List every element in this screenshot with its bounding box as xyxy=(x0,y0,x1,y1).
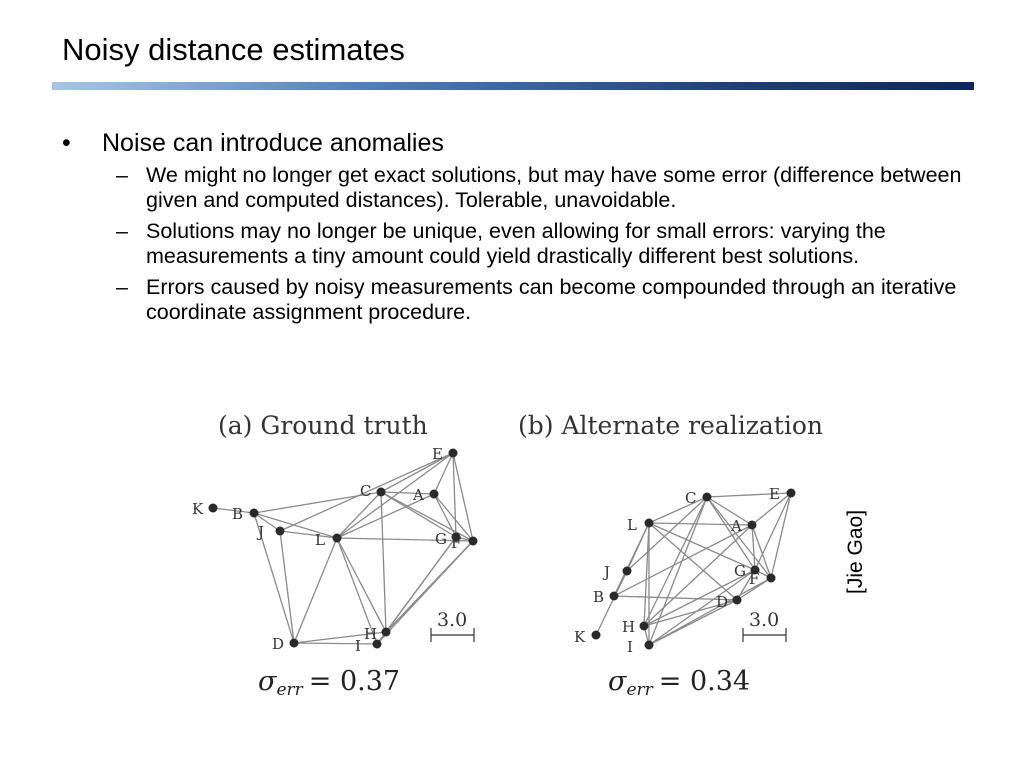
node-label: F xyxy=(451,534,462,552)
sub-bullet-marker: – xyxy=(116,275,128,299)
node-label: I xyxy=(355,637,361,655)
node-label: C xyxy=(360,482,372,500)
node-label: F xyxy=(749,570,760,588)
node-label: E xyxy=(769,485,780,503)
node-j-b xyxy=(623,567,632,576)
node-label: L xyxy=(627,516,637,534)
node-f-a xyxy=(469,537,478,546)
node-label: A xyxy=(731,517,742,535)
node-label: G xyxy=(734,562,746,580)
node-e-a xyxy=(449,449,458,458)
citation: [Jie Gao] xyxy=(844,509,867,594)
node-d-a xyxy=(290,639,299,648)
node-d-b xyxy=(733,596,742,605)
node-label: I xyxy=(627,638,633,656)
node-label: J xyxy=(258,523,265,541)
node-label: H xyxy=(622,618,636,636)
scale-bar-b xyxy=(743,609,786,642)
node-label: C xyxy=(685,489,697,507)
sigma-err-b: σerr = 0.34 xyxy=(608,666,751,700)
caption-ground-truth: (a) Ground truth xyxy=(218,411,428,440)
node-c-b xyxy=(703,493,712,502)
node-c-a xyxy=(377,488,386,497)
scale-label-b: 3.0 xyxy=(749,609,780,631)
node-h-a xyxy=(382,628,391,637)
node-label: B xyxy=(232,505,244,523)
sub-bullet-marker: – xyxy=(116,163,128,187)
node-b-b xyxy=(610,592,619,601)
sub-bullet-text: We might no longer get exact solutions, but may have some error (difference between given and computed distances). Tolerable, unavoidable. xyxy=(146,163,962,212)
node-a-b xyxy=(748,521,757,530)
bullet-text: Noise can introduce anomalies xyxy=(102,129,444,157)
sigma-err-a: σerr = 0.37 xyxy=(258,666,401,700)
node-h-b xyxy=(640,622,649,631)
node-f-b xyxy=(767,574,776,583)
scale-bar-a xyxy=(431,609,474,642)
node-b-a xyxy=(250,509,259,518)
graph-edges-a xyxy=(213,453,473,644)
sub-bullet-text: Errors caused by noisy measurements can become compounded through an iterative coordinate assignment procedure. xyxy=(146,275,957,324)
caption-alternate: (b) Alternate realization xyxy=(518,411,824,440)
bullet-marker: • xyxy=(62,129,71,157)
node-label: K xyxy=(192,500,204,518)
node-k-b xyxy=(592,631,601,640)
node-label: B xyxy=(593,588,605,606)
node-i-b xyxy=(645,641,654,650)
node-label: L xyxy=(315,531,325,549)
slide-title: Noisy distance estimates xyxy=(62,32,405,67)
node-label: E xyxy=(432,445,443,463)
node-l-a xyxy=(333,534,342,543)
node-label: A xyxy=(413,486,424,504)
sub-bullet-text: Solutions may no longer be unique, even allowing for small errors: varying the measurements a tiny amount could yield drastically different best solutions. xyxy=(146,219,886,268)
node-label: J xyxy=(604,563,611,581)
node-label: D xyxy=(272,635,285,653)
node-j-a xyxy=(276,527,285,536)
sub-bullet-marker: – xyxy=(116,219,128,243)
node-label: H xyxy=(364,625,378,643)
node-l-b xyxy=(645,519,654,528)
node-label: K xyxy=(574,628,586,646)
node-e-b xyxy=(787,489,796,498)
scale-label-a: 3.0 xyxy=(437,609,468,631)
node-k-a xyxy=(209,504,218,513)
node-label: D xyxy=(716,593,729,611)
node-a-a xyxy=(430,490,439,499)
node-label: G xyxy=(435,530,447,548)
